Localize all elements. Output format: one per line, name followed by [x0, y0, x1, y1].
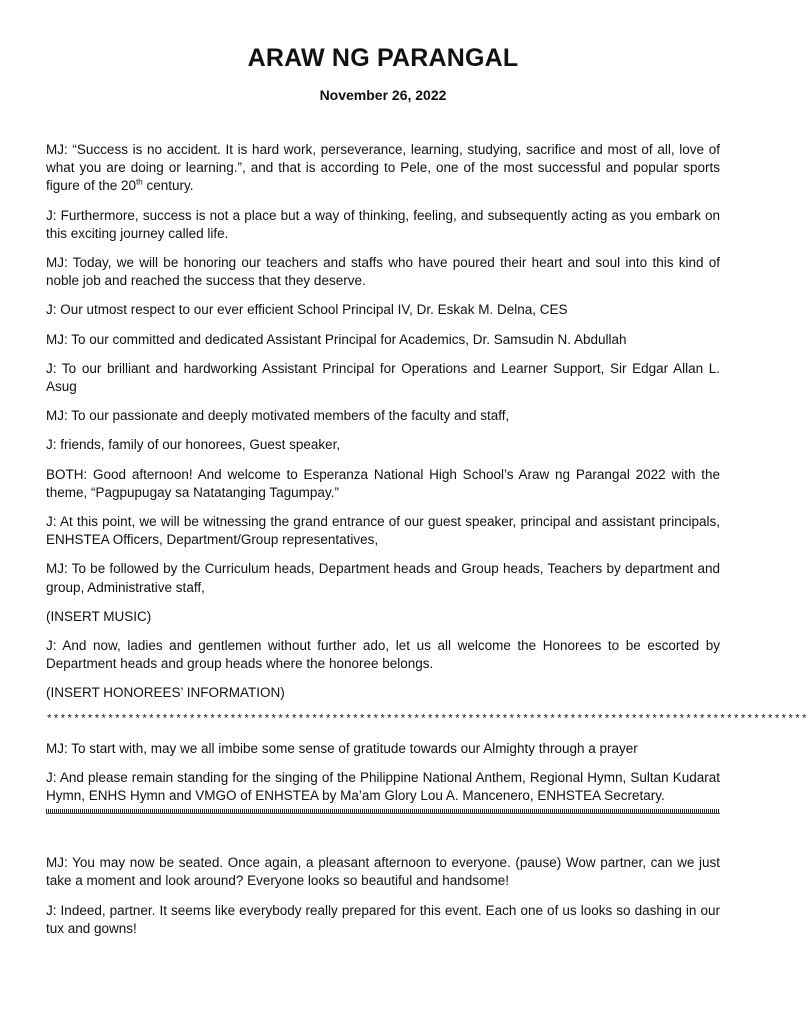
paragraph-18: J: Indeed, partner. It seems like everybody really prepared for this event. Each one of us looks so dashing in our tux and gowns!	[46, 902, 720, 936]
paragraph-1	[46, 141, 720, 196]
paragraph-1-tail: century.	[142, 178, 194, 194]
paragraph-6: J: To our brilliant and hardworking Assistant Principal for Operations and Learner Support, Sir Edgar Allan L. Asug	[46, 360, 720, 395]
ordinal-superscript: th	[136, 177, 143, 187]
document-title: ARAW NG PARANGAL	[247, 44, 519, 72]
paragraph-15: MJ: To start with, may we all imbibe some sense of gratitude towards our Almighty through a prayer	[46, 740, 638, 756]
section-divider-rule	[46, 809, 720, 814]
paragraph-17: MJ: You may now be seated. Once again, a pleasant afternoon to everyone. (pause) Wow partner, can we just take a moment and look around? Everyone looks so beautiful and handsome!	[46, 855, 720, 889]
paragraph-12: (INSERT MUSIC)	[46, 608, 152, 624]
paragraph-14: (INSERT HONOREES’ INFORMATION)	[46, 685, 285, 701]
paragraph-5: MJ: To our committed and dedicated Assistant Principal for Academics, Dr. Samsudin N. Abdullah	[46, 331, 627, 347]
paragraph-2: J: Furthermore, success is not a place but a way of thinking, feeling, and subsequently acting as you embark on this exciting journey called life.	[46, 207, 720, 241]
paragraph-3: MJ: Today, we will be honoring our teachers and staffs who have poured their heart and soul into this kind of noble job and reached the success that they deserve.	[46, 255, 720, 289]
paragraph-11: MJ: To be followed by the Curriculum heads, Department heads and Group heads, Teachers by department and group, Administrative staff,	[46, 561, 720, 595]
paragraph-8: J: friends, family of our honorees, Guest speaker,	[46, 437, 341, 453]
paragraph-7: MJ: To our passionate and deeply motivated members of the faculty and staff,	[46, 408, 510, 424]
paragraph-1-text: MJ: “Success is no accident. It is hard work, perseverance, learning, studying, sacrifice and most of all, love of what you are doing or learning.”, and that is according to Pele, one of the most successful and popular sports figure of the 20	[46, 142, 720, 194]
asterisk-separator: ****************************************************************************************************************	[46, 713, 808, 726]
paragraph-9: BOTH: Good afternoon! And welcome to Esperanza National High School’s Araw ng Parangal 2022 with the theme, “Pagpupugay sa Natatanging Tagumpay.”	[46, 466, 720, 500]
paragraph-4: J: Our utmost respect to our ever efficient School Principal IV, Dr. Eskak M. Delna, CES	[46, 302, 568, 318]
script-body	[46, 141, 808, 949]
paragraph-16: J: And please remain standing for the singing of the Philippine National Anthem, Regional Hymn, Sultan Kudarat Hymn, ENHS Hymn and VMGO of ENHSTEA by Ma’am Glory Lou A. Mancenero, ENHSTEA Secretary.	[46, 769, 720, 804]
document-date: November 26, 2022	[319, 87, 447, 103]
paragraph-13: J: And now, ladies and gentlemen without further ado, let us all welcome the Honorees to be escorted by Department heads and group heads where the honoree belongs.	[46, 638, 720, 672]
paragraph-10: J: At this point, we will be witnessing the grand entrance of our guest speaker, principal and assistant principals, ENHSTEA Officers, Department/Group representatives,	[46, 514, 720, 548]
